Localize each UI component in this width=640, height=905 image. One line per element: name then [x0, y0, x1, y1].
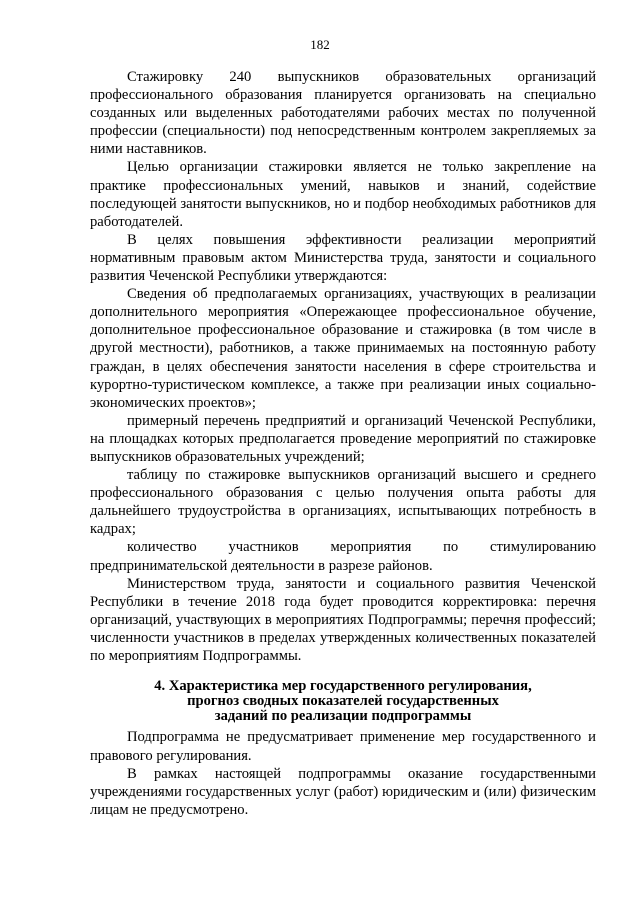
paragraph-internship-plan: Стажировку 240 выпускников образовательных организаций профессионального образования планируется организовать на специально созданных или выделенных работодателями рабочих местах по полученной профессии (специальности) под непосредственным контролем закрепляемых за ними наставников.: [90, 69, 596, 158]
page-number: 182: [310, 37, 330, 52]
section-heading-line-3: заданий по реализации подпрограммы: [214, 707, 472, 724]
paragraph-approval-intro: В целях повышения эффективности реализации мероприятий нормативным правовым актом Министерства труда, занятости и социального развития Чеченской Республики утверждаются:: [90, 231, 596, 285]
section-heading: [90, 679, 596, 723]
paragraph-no-services: В рамках настоящей подпрограммы оказание государственными учреждениями государственных услуг (работ) юридическим и (или) физическим лицам не предусмотрено.: [90, 765, 596, 818]
paragraph-ministry-adjustment: Министерством труда, занятости и социального развития Чеченской Республики в течение 2018 года будет проводится корректировка: перечня организаций, участвующих в мероприятиях Подпрограммы; перечня профессий; численности участников в пределах утвержденных количественных показателей по мероприятиям Подпрограммы.: [90, 575, 596, 664]
paragraph-no-regulation: Подпрограмма не предусматривает применение мер государственного и правового регулирования.: [90, 729, 596, 764]
section-heading-line-2: прогноз сводных показателей государственных: [187, 692, 499, 709]
paragraph-participant-count: количество участников мероприятия по стимулированию предпринимательской деятельности в разрезе районов.: [90, 539, 596, 574]
section-heading-line-1: 4. Характеристика мер государственного регулирования,: [154, 678, 532, 695]
paragraph-organizations-info: Сведения об предполагаемых организациях, участвующих в реализации дополнительного мероприятия «Опережающее профессиональное обучение, дополнительное профессиональное образование и стажировка (в том числе в другой местности), работников, а также принимаемых на постоянную работу граждан, в целях обеспечения занятости населения в сфере строительства и курортно-туристическом комплексе, а также при реализации иных социально-экономических проектов»;: [90, 286, 596, 411]
paragraph-internship-goal: Целью организации стажировки является не только закрепление на практике профессиональных умений, навыков и знаний, содействие последующей занятости выпускников, но и подбор необходимых работников для работодателей.: [90, 159, 596, 230]
paragraph-internship-table: таблицу по стажировке выпускников организаций высшего и среднего профессионального образования с целью получения опыта работы для дальнейшего трудоустройства в организациях, испытывающих потребность в кадрах;: [90, 467, 596, 538]
paragraph-enterprise-list: примерный перечень предприятий и организаций Чеченской Республики, на площадках которых предполагается проведение мероприятий по стажировке выпускников образовательных учреждений;: [90, 412, 596, 465]
document-body: [90, 68, 596, 819]
